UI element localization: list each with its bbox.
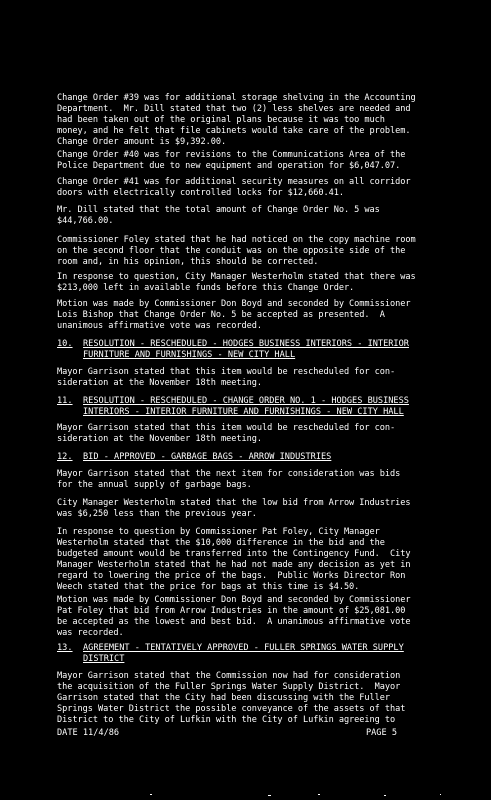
agenda-item-10 bbox=[57, 339, 457, 361]
agenda-item-12 bbox=[57, 452, 457, 463]
paragraph-total-change-order: Mr. Dill stated that the total amount of Change Order No. 5 was $44,766.00. bbox=[57, 205, 380, 226]
item-title: RESOLUTION - RESCHEDULED - CHANGE ORDER NO. 1 - HODGES BUSINESS INTERIORS - INTERIOR FURNITURE AND FURNISHINGS - NEW CITY HALL bbox=[83, 396, 409, 417]
item-number: 11. bbox=[57, 396, 73, 406]
page-footer bbox=[57, 728, 397, 738]
paragraph-item-10-rescheduled: Mayor Garrison stated that this item would be rescheduled for con- sideration at the November 18th meeting. bbox=[57, 367, 396, 388]
footer-page-number: PAGE 5 bbox=[365, 728, 397, 738]
paragraph-motion-bid: Motion was made by Commissioner Don Boyd and seconded by Commissioner Pat Foley that bid from Arrow Industries in the amount of $25,081.00 be accepted as the lowest and best bid. A unanimous affirmative vote was recorded. bbox=[57, 595, 411, 638]
scan-noise bbox=[0, 780, 491, 800]
paragraph-available-funds: In response to question, City Manager Westerholm stated that there was $213,000 left in available funds before this Change Order. bbox=[57, 272, 416, 293]
paragraph-fuller-springs: Mayor Garrison stated that the Commission now had for consideration the acquisition of the Fuller Springs Water Supply District. Mayor Garrison stated that the City had been discussing with the Fuller Springs Water District the possible conveyance of the assets of that District to the City of Lufkin with the City of Lufkin agreeing to bbox=[57, 671, 406, 725]
paragraph-change-order-39: Change Order #39 was for additional storage shelving in the Accounting Department. Mr. Dill stated that two (2) less shelves are needed and had been taken out of the original plans because it was too much money, and he felt that file cabinets would take care of the problem. Change Order amount is $9,392.00. bbox=[57, 93, 416, 147]
item-title: RESOLUTION - RESCHEDULED - HODGES BUSINESS INTERIORS - INTERIOR FURNITURE AND FURNISHINGS - NEW CITY HALL bbox=[83, 339, 409, 360]
agenda-item-13 bbox=[57, 643, 457, 665]
footer-date: DATE 11/4/86 bbox=[57, 728, 120, 738]
paragraph-motion-change-order: Motion was made by Commissioner Don Boyd and seconded by Commissioner Lois Bishop that Change Order No. 5 be accepted as presented. A unanimous affirmative vote was recorded. bbox=[57, 299, 411, 331]
paragraph-garbage-bags-intro: Mayor Garrison stated that the next item for consideration was bids for the annual supply of garbage bags. bbox=[57, 469, 401, 490]
item-number: 13. bbox=[57, 643, 73, 653]
item-number: 12. bbox=[57, 452, 73, 462]
item-number: 10. bbox=[57, 339, 73, 349]
paragraph-item-11-rescheduled: Mayor Garrison stated that this item would be rescheduled for con- sideration at the November 18th meeting. bbox=[57, 423, 396, 444]
paragraph-foley-conduit: Commissioner Foley stated that he had noticed on the copy machine room on the second floor that the conduit was on the opposite side of the room and, in his opinion, this should be corrected. bbox=[57, 235, 416, 267]
paragraph-change-order-40: Change Order #40 was for revisions to the Communications Area of the Police Department due to new equipment and operation for $6,047.07. bbox=[57, 150, 406, 171]
paragraph-bid-discussion: In response to question by Commissioner Pat Foley, City Manager Westerholm stated that the $10,000 difference in the bid and the budgeted amount would be transferred into the Contingency Fund. City Manager Westerholm stated that he had not made any decision as yet in regard to lowering the price of the bags. Public Works Director Ron Weech stated that the price for bags at this time is $4.50. bbox=[57, 527, 411, 592]
item-title: AGREEMENT - TENTATIVELY APPROVED - FULLER SPRINGS WATER SUPPLY DISTRICT bbox=[83, 643, 404, 664]
paragraph-change-order-41: Change Order #41 was for additional security measures on all corridor doors with electrically controlled locks for $12,660.41. bbox=[57, 177, 411, 198]
paragraph-low-bid: City Manager Westerholm stated that the low bid from Arrow Industries was $6,250 less than the previous year. bbox=[57, 498, 411, 519]
agenda-item-11 bbox=[57, 396, 457, 418]
item-title: BID - APPROVED - GARBAGE BAGS - ARROW INDUSTRIES bbox=[83, 452, 332, 462]
